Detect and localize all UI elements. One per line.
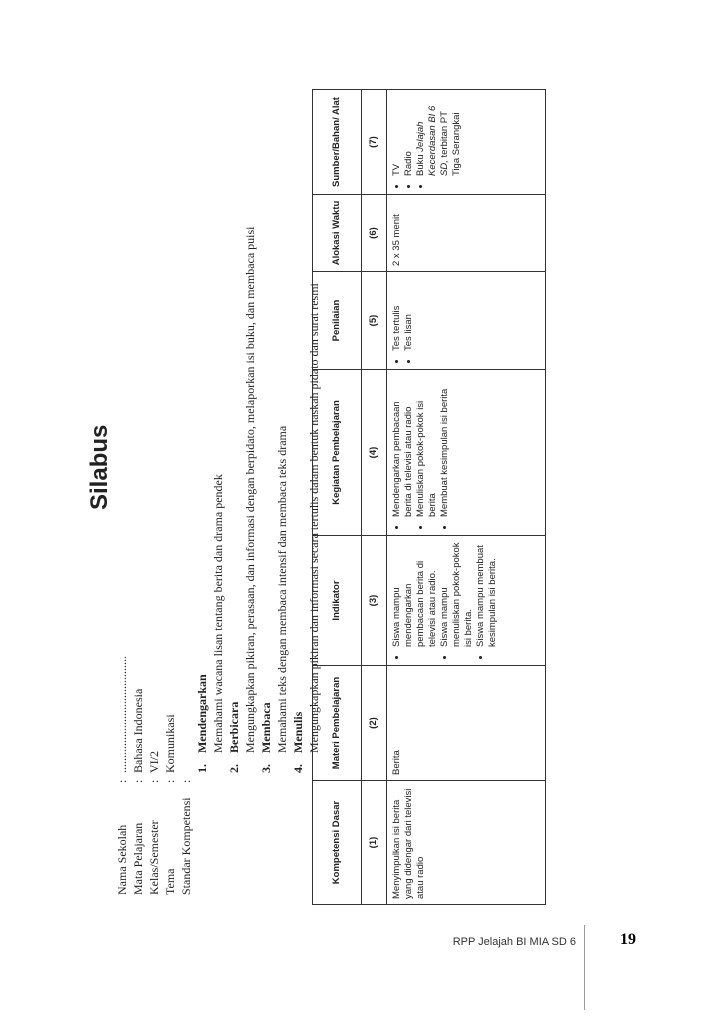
sk-description: Mengungkapkan pikiran dan informasi secara tertulis dalam bentuk naskah pidato dan surat resmi bbox=[307, 283, 321, 753]
header-materi: Materi Pembelajaran bbox=[313, 666, 362, 781]
sk-heading: Berbicara bbox=[227, 701, 241, 753]
cell-sumber bbox=[387, 90, 546, 195]
sk-heading: Menulis bbox=[291, 711, 305, 753]
info-label: Kelas/Semester bbox=[147, 820, 161, 895]
info-value bbox=[178, 95, 194, 773]
info-separator: : bbox=[163, 779, 177, 783]
sk-heading: Mendengarkan bbox=[195, 674, 209, 753]
info-label: Nama Sekolah bbox=[115, 824, 129, 895]
column-number: (4) bbox=[362, 370, 387, 536]
list-item: • Siswa mampu menuliskan pokok-pokok isi berita. bbox=[439, 541, 475, 647]
list-item: • TV bbox=[391, 95, 403, 176]
table-row bbox=[387, 90, 546, 905]
info-row-theme bbox=[162, 95, 178, 895]
info-value: VI/2 bbox=[147, 751, 161, 773]
rotated-page-content bbox=[86, 90, 590, 905]
list-item: • Mendengarkan pembacaan berita di televisi atau radio bbox=[391, 375, 415, 517]
column-number: (6) bbox=[362, 195, 387, 272]
book-title: Jelajah Kecerdasan BI 6 SD, bbox=[415, 105, 450, 176]
list-item: • Tes lisan bbox=[403, 277, 415, 351]
syllabus-table bbox=[312, 89, 546, 905]
list-item: • Siswa mampu mendengarkan pembacaan berita di televisi atau radio. bbox=[391, 541, 439, 647]
header-sumber: Sumber/Bahan/ Alat bbox=[313, 90, 362, 195]
info-row-subject bbox=[130, 95, 146, 895]
info-block bbox=[114, 95, 322, 895]
info-value: ....................................... bbox=[115, 656, 129, 773]
source-prefix: Buku bbox=[415, 151, 426, 176]
cell-indikator bbox=[387, 536, 546, 666]
table-number-row bbox=[362, 90, 387, 905]
info-label: Standar Kompetensi bbox=[179, 797, 193, 895]
page-number: 19 bbox=[620, 931, 636, 948]
list-item: • Radio bbox=[403, 95, 415, 176]
sk-heading: Membaca bbox=[259, 702, 273, 753]
sk-item-membaca bbox=[258, 95, 290, 773]
column-number: (7) bbox=[362, 90, 387, 195]
header-alokasi: Alokasi Waktu bbox=[313, 195, 362, 272]
sk-number: 3. bbox=[259, 764, 273, 773]
column-number: (3) bbox=[362, 536, 387, 666]
sk-number: 1. bbox=[195, 764, 209, 773]
table-header-row bbox=[313, 90, 362, 905]
list-item: • Menuliskan pokok-pokok isi berita bbox=[415, 375, 439, 517]
sk-description: Mengungkapkan pikiran, perasaan, dan informasi dengan berpidato, melaporkan isi buku, dan membaca puisi bbox=[243, 226, 257, 753]
list-item: • Tes tertulis bbox=[391, 277, 403, 351]
cell-alokasi: 2 x 35 menit bbox=[387, 195, 546, 272]
sk-item-mendengarkan bbox=[194, 95, 226, 773]
footer-divider bbox=[584, 925, 585, 1010]
standar-kompetensi-list bbox=[194, 95, 322, 773]
cell-materi: Berita bbox=[387, 666, 546, 781]
header-kegiatan: Kegiatan Pembelajaran bbox=[313, 370, 362, 536]
info-label: Mata Pelajaran bbox=[131, 822, 145, 895]
column-number: (2) bbox=[362, 666, 387, 781]
header-indikator: Indikator bbox=[313, 536, 362, 666]
info-separator: : bbox=[115, 779, 129, 783]
sk-item-berbicara bbox=[226, 95, 258, 773]
source-suffix: terbitan PT Tiga Serangkai bbox=[439, 111, 462, 176]
cell-penilaian bbox=[387, 272, 546, 370]
cell-kompetensi-dasar: Menyimpulkan isi berita yang didengar dari televisi atau radio bbox=[387, 781, 546, 905]
page-title: Silabus bbox=[86, 424, 113, 510]
info-value: Bahasa Indonesia bbox=[131, 688, 145, 773]
info-separator: : bbox=[147, 779, 161, 783]
info-separator: : bbox=[179, 779, 193, 783]
info-row-standard bbox=[178, 95, 194, 895]
sk-number: 2. bbox=[227, 764, 241, 773]
sk-description: Memahami teks dengan membaca intensif dan membaca teks drama bbox=[275, 425, 289, 753]
column-number: (1) bbox=[362, 781, 387, 905]
column-number: (5) bbox=[362, 272, 387, 370]
header-kompetensi-dasar: Kompetensi Dasar bbox=[313, 781, 362, 905]
sk-description: Memahami wacana lisan tentang berita dan drama pendek bbox=[211, 474, 225, 753]
list-item: • Siswa mampu membuat kesimpulan isi berita. bbox=[475, 541, 499, 647]
cell-kegiatan bbox=[387, 370, 546, 536]
header-penilaian: Penilaian bbox=[313, 272, 362, 370]
info-row-school bbox=[114, 95, 130, 895]
info-separator: : bbox=[131, 779, 145, 783]
info-value: Komunikasi bbox=[163, 714, 177, 773]
sk-number: 4. bbox=[291, 764, 305, 773]
list-item: • Membuat kesimpulan isi berita bbox=[439, 375, 451, 517]
info-label: Tema bbox=[163, 868, 177, 895]
footer-book-title: RPP Jelajah BI MIA SD 6 bbox=[452, 936, 576, 948]
list-item bbox=[415, 95, 463, 176]
info-row-class bbox=[146, 95, 162, 895]
